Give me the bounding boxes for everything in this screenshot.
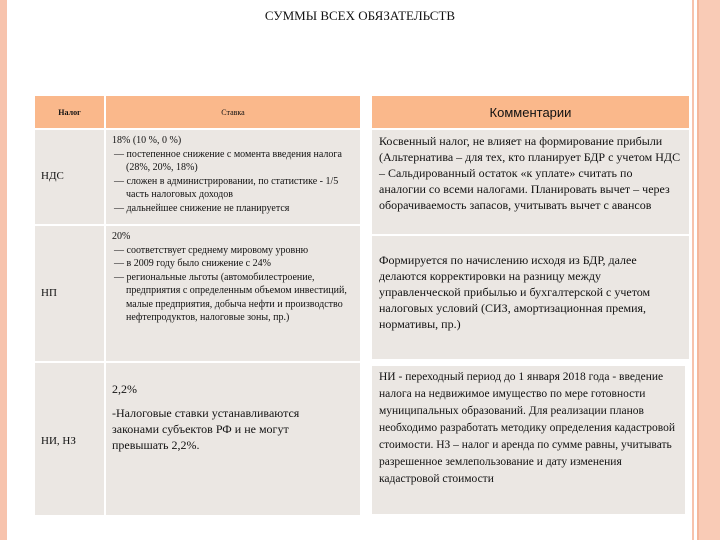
rate-cell bbox=[106, 363, 360, 515]
right-border-decoration bbox=[697, 0, 720, 540]
rate-value: 20% bbox=[112, 231, 131, 242]
header-comments: Комментарии bbox=[372, 96, 689, 128]
rate-bullet: — дальнейшее снижение не планируется bbox=[112, 202, 354, 216]
comment-cell: НИ - переходный период до 1 января 2018 года - введение налога на недвижимое имущество по мере готовности муниципальных образований. Для реализации планов необходимо разработать методику определения кадастровой стоимости. НЗ – налог и аренда по сумме равны, учитывать разрешенное землепользование и дату изменения кадастровой стоимости bbox=[372, 366, 685, 514]
rate-bullet: — соответствует среднему мировому уровню bbox=[112, 244, 354, 258]
page-title: СУММЫ ВСЕХ ОБЯЗАТЕЛЬСТВ bbox=[264, 8, 456, 23]
rate-bullet: — сложен в администрировании, по статистике - 1/5 часть налоговых доходов bbox=[112, 175, 354, 202]
right-line-decoration bbox=[692, 0, 694, 540]
comment-cell: Косвенный налог, не влияет на формирование прибыли (Альтернатива – для тех, кто планирует БДР с учетом НДС – Сальдированный остаток «к уплате» считать по аналогии со всеми налогами. Планировать вычет – через оборачиваемость запасов, учитывать вычет с авансов bbox=[372, 130, 689, 234]
rate-bullet: — региональные льготы (автомобилестроение, предприятия с определенным объемом инвестиций, малые предприятия, добыча нефти и производство нефтепродуктов, налоговые зоны, пр.) bbox=[112, 271, 354, 325]
rate-value: 18% (10 %, 0 %) bbox=[112, 135, 182, 146]
tax-name: НИ, НЗ bbox=[35, 363, 104, 515]
rate-bullet: — в 2009 году было снижение с 24% bbox=[112, 257, 354, 271]
rate-text: -Налоговые ставки устанавливаются законами субъектов РФ и не могут превышать 2,2%. bbox=[112, 406, 300, 452]
tax-name: НП bbox=[35, 226, 104, 361]
comment-cell: Формируется по начислению исходя из БДР, далее делаются корректировки на разницу между управленческой прибылью и бухгалтерской с учетом налоговых условий (СИЗ, амортизационная премия, нормативы, пр.) bbox=[372, 236, 689, 359]
header-tax: Налог bbox=[35, 96, 104, 128]
header-rate: Ставка bbox=[106, 96, 360, 128]
rate-cell bbox=[106, 226, 360, 361]
rate-bullet: — постепенное снижение с момента введения налога (28%, 20%, 18%) bbox=[112, 148, 354, 175]
tax-name: НДС bbox=[35, 130, 104, 224]
left-border-decoration bbox=[0, 0, 7, 540]
rate-value: 2,2% bbox=[112, 382, 137, 396]
rate-cell bbox=[106, 130, 360, 224]
